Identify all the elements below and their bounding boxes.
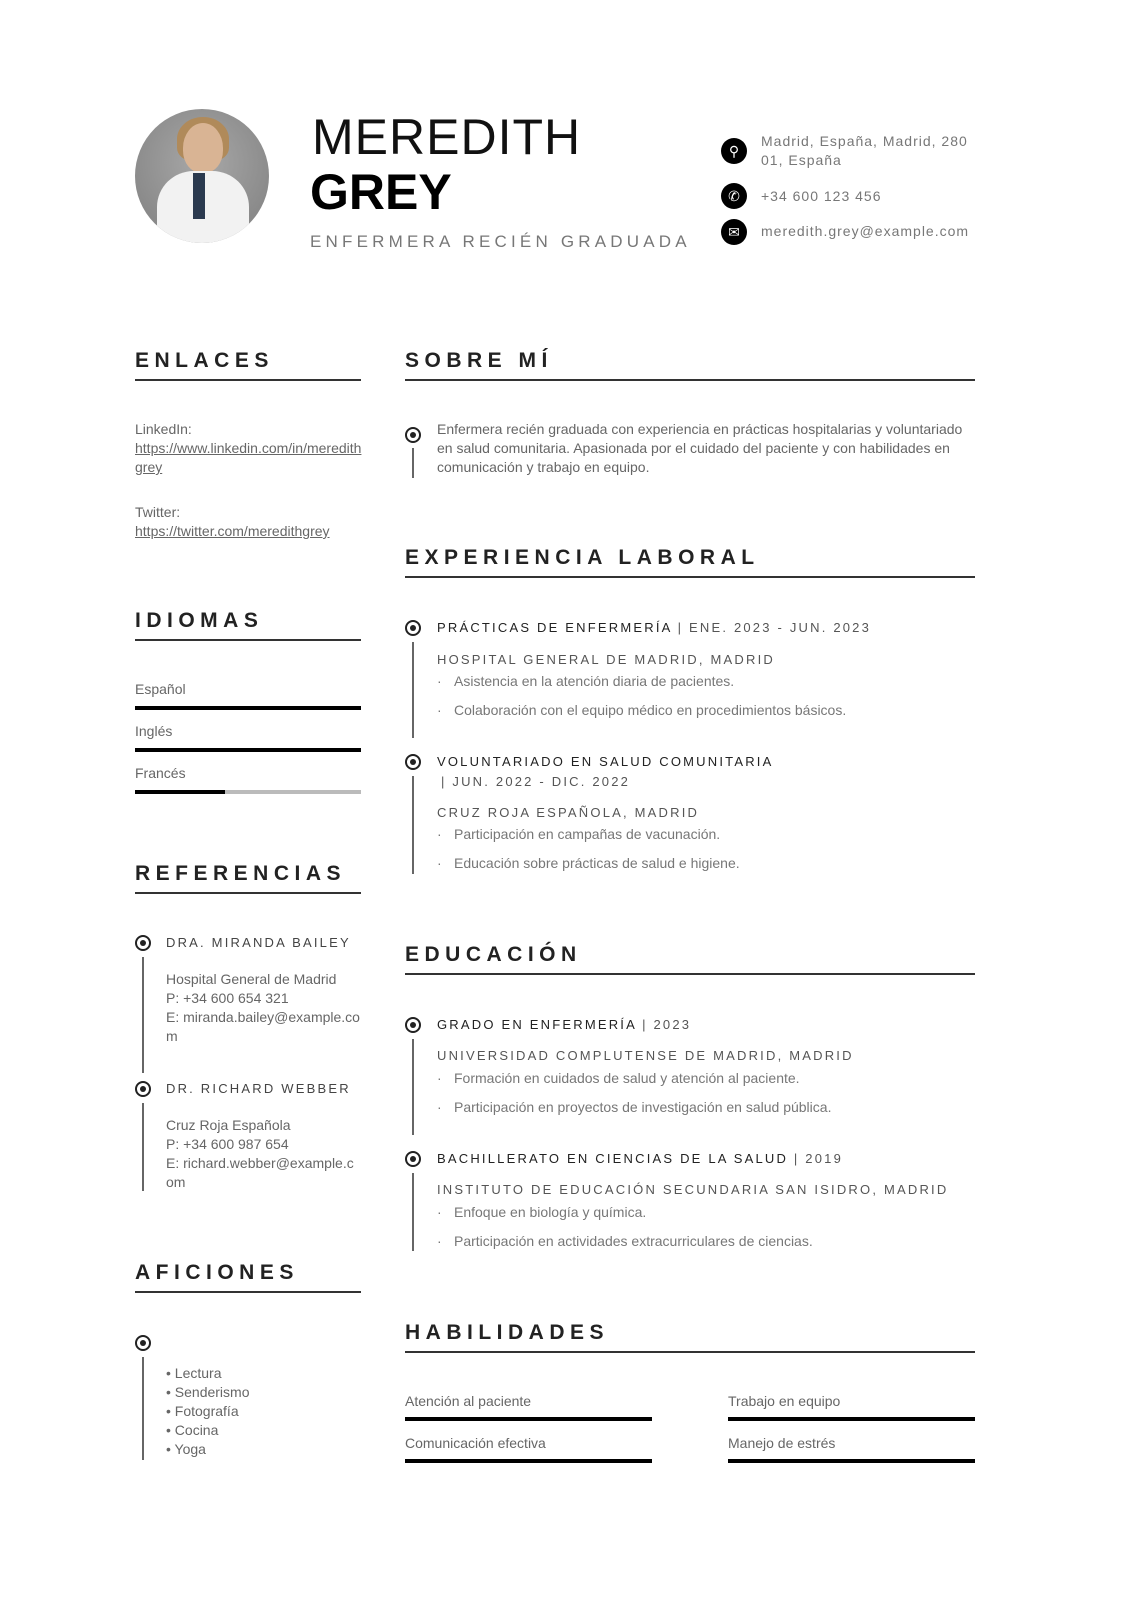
- skill-item: Comunicación efectiva: [405, 1434, 652, 1463]
- reference-details: Hospital General de Madrid P: +34 600 654 321 E: miranda.bailey@example.com: [166, 971, 360, 1044]
- level-fill: [728, 1459, 975, 1463]
- email-icon: ✉: [721, 219, 747, 245]
- reference-details: Cruz Roja Española P: +34 600 987 654 E: richard.webber@example.com: [166, 1117, 354, 1190]
- timeline-line: [412, 1173, 414, 1251]
- education-title: GRADO EN ENFERMERÍA | 2023: [437, 1017, 692, 1032]
- skill-level-bar: [405, 1459, 652, 1463]
- education-org: INSTITUTO DE EDUCACIÓN SECUNDARIA SAN ISIDRO, MADRID: [437, 1182, 949, 1197]
- bullet-item: · Participación en actividades extracurriculares de ciencias.: [437, 1233, 813, 1249]
- bullet-item: · Educación sobre prácticas de salud e higiene.: [437, 855, 740, 871]
- timeline-dot-icon: [405, 1017, 421, 1033]
- timeline-dot-icon: [135, 1081, 151, 1097]
- hobby-list: [166, 1364, 250, 1459]
- language-level-bar: [135, 706, 361, 710]
- skill-level-bar: [728, 1417, 975, 1421]
- timeline-line: [142, 1357, 144, 1460]
- language-level-bar: [135, 790, 361, 794]
- section-experience-title: EXPERIENCIA LABORAL: [405, 546, 975, 578]
- job-title: ENFERMERA RECIÉN GRADUADA: [310, 232, 691, 251]
- experience-title: VOLUNTARIADO EN SALUD COMUNITARIA: [437, 754, 774, 769]
- level-fill: [135, 706, 361, 710]
- contact-phone: +34 600 123 456: [761, 188, 882, 204]
- hobby-item: • Fotografía: [166, 1403, 239, 1419]
- reference-name: DR. RICHARD WEBBER: [166, 1081, 351, 1096]
- timeline-dot-icon: [405, 620, 421, 636]
- timeline-line: [142, 957, 144, 1073]
- hobby-item: • Cocina: [166, 1422, 219, 1438]
- experience-bullets: [437, 667, 846, 725]
- bullet-item: · Participación en campañas de vacunación.: [437, 826, 721, 842]
- bullet-item: · Enfoque en biología y química.: [437, 1204, 647, 1220]
- experience-title: PRÁCTICAS DE ENFERMERÍA | ENE. 2023 - JUN. 2023: [437, 620, 872, 635]
- first-name: MEREDITH: [312, 109, 582, 165]
- link-twitter: [135, 503, 363, 541]
- contact-email[interactable]: meredith.grey@example.com: [761, 223, 970, 239]
- link-label: LinkedIn:: [135, 421, 192, 437]
- education-title: BACHILLERATO EN CIENCIAS DE LA SALUD | 2019: [437, 1151, 844, 1166]
- location-pin-icon: ⚲: [721, 138, 747, 164]
- linkedin-url[interactable]: https://www.linkedin.com/in/meredithgrey: [135, 440, 362, 475]
- level-fill: [135, 790, 225, 794]
- level-fill: [135, 748, 361, 752]
- language-list: [135, 680, 361, 806]
- skill-level-bar: [405, 1417, 652, 1421]
- timeline-line: [412, 776, 414, 874]
- experience-dates: | JUN. 2022 - DIC. 2022: [441, 774, 631, 789]
- last-name: GREY: [310, 164, 452, 220]
- section-education-title: EDUCACIÓN: [405, 943, 975, 975]
- about-text: Enfermera recién graduada con experiencia en prácticas hospitalarias y voluntariado en salud comunitaria. Apasionada por el cuidado del paciente y con habilidades en comunicación y trabajo en equipo.: [437, 421, 963, 475]
- bullet-item: · Formación en cuidados de salud y atención al paciente.: [437, 1070, 800, 1086]
- skill-item: Manejo de estrés: [728, 1434, 975, 1463]
- experience-org: HOSPITAL GENERAL DE MADRID, MADRID: [437, 652, 775, 667]
- timeline-line: [412, 642, 414, 738]
- language-level-bar: [135, 748, 361, 752]
- education-org: UNIVERSIDAD COMPLUTENSE DE MADRID, MADRID: [437, 1048, 854, 1063]
- timeline-line: [142, 1103, 144, 1191]
- timeline-dot-icon: [405, 754, 421, 770]
- level-fill: [728, 1417, 975, 1421]
- section-skills-title: HABILIDADES: [405, 1321, 975, 1353]
- section-references-title: REFERENCIAS: [135, 862, 361, 894]
- hobby-item: • Yoga: [166, 1441, 206, 1457]
- hobby-item: • Lectura: [166, 1365, 222, 1381]
- education-bullets: [437, 1064, 831, 1122]
- phone-icon: ✆: [721, 183, 747, 209]
- experience-bullets: [437, 820, 740, 878]
- reference-name: DRA. MIRANDA BAILEY: [166, 935, 351, 950]
- bullet-item: · Participación en proyectos de investigación en salud pública.: [437, 1099, 832, 1115]
- bullet-item: · Colaboración con el equipo médico en procedimientos básicos.: [437, 702, 847, 718]
- section-links-title: ENLACES: [135, 349, 361, 381]
- timeline-dot-icon: [135, 1335, 151, 1351]
- skill-item: Trabajo en equipo: [728, 1392, 975, 1421]
- timeline-dot-icon: [135, 935, 151, 951]
- experience-org: CRUZ ROJA ESPAÑOLA, MADRID: [437, 805, 700, 820]
- hobby-item: • Senderismo: [166, 1384, 250, 1400]
- level-fill: [405, 1459, 652, 1463]
- timeline-line: [412, 448, 414, 478]
- bullet-item: · Asistencia en la atención diaria de pacientes.: [437, 673, 735, 689]
- twitter-url[interactable]: https://twitter.com/meredithgrey: [135, 523, 330, 539]
- link-linkedin: [135, 420, 363, 477]
- language-item: Inglés: [135, 722, 361, 764]
- timeline-line: [412, 1039, 414, 1135]
- skill-item: Atención al paciente: [405, 1392, 652, 1421]
- section-about-title: SOBRE MÍ: [405, 349, 975, 381]
- education-bullets: [437, 1198, 813, 1256]
- section-hobbies-title: AFICIONES: [135, 1261, 361, 1293]
- level-fill: [405, 1417, 652, 1421]
- timeline-dot-icon: [405, 1151, 421, 1167]
- skill-level-bar: [728, 1459, 975, 1463]
- language-item: Francés: [135, 764, 361, 806]
- timeline-dot-icon: [405, 427, 421, 443]
- profile-photo: [135, 109, 269, 243]
- contact-address: Madrid, España, Madrid, 28001, España: [761, 133, 968, 168]
- section-languages-title: IDIOMAS: [135, 609, 361, 641]
- language-item: Español: [135, 680, 361, 722]
- link-label: Twitter:: [135, 504, 181, 520]
